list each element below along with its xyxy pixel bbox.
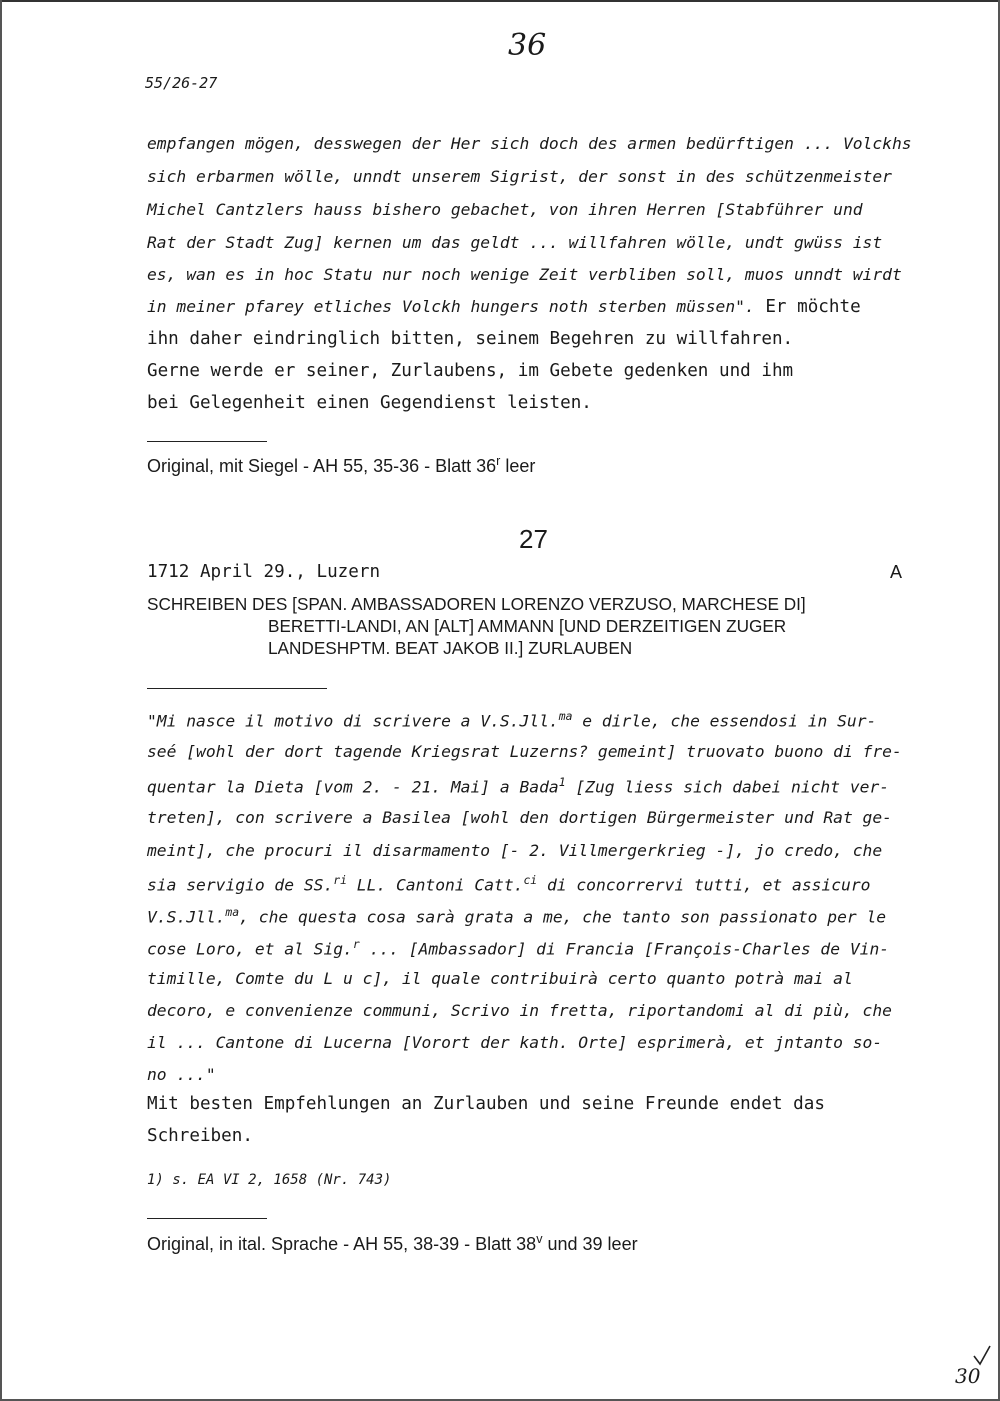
summary-start: Er möchte xyxy=(754,297,861,317)
quote-line xyxy=(147,709,876,730)
quote-line: no ..." xyxy=(147,1065,216,1084)
source-line-main xyxy=(147,1232,638,1255)
scan-edge-left xyxy=(0,0,2,1401)
quote-text: "Mi nasce il motivo di scrivere a V.S.Jll. xyxy=(147,711,559,731)
quote-text: cose Loro, et al Sig. xyxy=(147,939,353,959)
quote-line: empfangen mögen, desswegen der Her sich doch des armen bedürftigen ... Volckhs xyxy=(147,134,912,153)
category-label: A xyxy=(890,562,903,582)
quote-line: meint], che procuri il disarmamento [- 2. Villmergerkrieg -], jo credo, che xyxy=(147,841,883,860)
quote-line xyxy=(147,775,889,796)
quote-text: V.S.Jll. xyxy=(147,907,226,927)
quote-text: quentar la Dieta [vom 2. - 21. Mai] a Bada xyxy=(147,777,559,797)
quote-text: di concorrervi tutti, et assicuro xyxy=(537,875,871,895)
divider xyxy=(147,441,267,442)
summary-line: ihn daher eindringlich bitten, seinem Begehren zu willfahren. xyxy=(147,329,794,349)
quote-line xyxy=(147,937,889,958)
quote-text: [Zug liess sich dabei nicht ver- xyxy=(565,777,890,797)
document-number: 27 xyxy=(519,524,548,554)
quote-sup: ma xyxy=(225,905,240,919)
source-line-top xyxy=(147,454,535,477)
title-line: LANDESHPTM. BEAT JAKOB II.] ZURLAUBEN xyxy=(268,638,633,658)
summary-line: Gerne werde er seiner, Zurlaubens, im Gebete gedenken und ihm xyxy=(147,361,794,381)
source-text: Original, in ital. Sprache - AH 55, 38-39 - Blatt 38 xyxy=(147,1234,537,1254)
quote-line: il ... Cantone di Lucerna [Vorort der kath. Orte] esprimerà, et jntanto so- xyxy=(147,1033,883,1052)
quote-line: es, wan es in hoc Statu nur noch wenige Zeit verbliben soll, muos unndt wirdt xyxy=(147,265,902,284)
date-place: 1712 April 29., Luzern xyxy=(147,562,381,582)
source-after: und 39 leer xyxy=(542,1234,638,1254)
summary-line: Mit besten Empfehlungen an Zurlauben und seine Freunde endet das xyxy=(147,1094,825,1114)
quote-text: LL. Cantoni Catt. xyxy=(346,875,524,895)
quote-line: timille, Comte du L u c], il quale contribuirà certo quanto potrà mai al xyxy=(147,969,853,988)
quote-line: seé [wohl der dort tagende Kriegsrat Luzerns? gemeint] truovato buono di fre- xyxy=(147,742,902,761)
footnote-marker: 1 xyxy=(558,775,566,789)
source-sup: r xyxy=(496,454,501,468)
source-after: leer xyxy=(500,456,536,476)
source-sup: v xyxy=(536,1232,543,1246)
quote-italic-part: in meiner pfarey etliches Volckh hungers noth sterben müssen". xyxy=(147,297,755,316)
page-number: 36 xyxy=(508,28,547,63)
quote-line: Michel Cantzlers hauss bishero gebachet, von ihren Herren [Stabführer und xyxy=(147,200,863,219)
quote-sup: r xyxy=(352,937,360,951)
source-text: Original, mit Siegel - AH 55, 35-36 - Blatt 36 xyxy=(147,456,497,476)
quote-line: decoro, e convenienze communi, Scrivo in fretta, riportandomi al di più, che xyxy=(147,1001,892,1020)
summary-line: Schreiben. xyxy=(147,1126,253,1146)
quote-line: Rat der Stadt Zug] kernen um das geldt ... willfahren wölle, undt gwüss ist xyxy=(147,233,883,252)
quote-sup: ci xyxy=(523,873,538,887)
quote-line xyxy=(147,873,870,894)
quote-line xyxy=(147,905,886,926)
title-line: SCHREIBEN DES [SPAN. AMBASSADOREN LORENZO VERZUSO, MARCHESE DI] xyxy=(147,594,806,614)
quote-sup: ma xyxy=(558,709,573,723)
summary-line: bei Gelegenheit einen Gegendienst leisten. xyxy=(147,393,592,413)
quote-text: sia servigio de SS. xyxy=(147,875,334,895)
quote-line: sich erbarmen wölle, unndt unserem Sigrist, der sonst in des schützenmeister xyxy=(147,167,892,186)
scan-edge-top xyxy=(0,0,1000,2)
reference-number: 55/26-27 xyxy=(145,74,218,92)
quote-sup: ri xyxy=(333,873,347,887)
quote-line-mixed xyxy=(147,297,861,317)
quote-text: , che questa cosa sarà grata a me, che tanto son passionato per le xyxy=(239,907,887,927)
margin-note: 30 xyxy=(955,1364,981,1388)
footnote: 1) s. EA VI 2, 1658 (Nr. 743) xyxy=(147,1172,392,1188)
quote-line: treten], con scrivere a Basilea [wohl den dortigen Bürgermeister und Rat ge- xyxy=(147,808,892,827)
quote-text: ... [Ambassador] di Francia [François-Charles de Vin- xyxy=(359,939,890,959)
divider xyxy=(147,1218,267,1219)
checkmark-icon xyxy=(972,1344,992,1366)
title-line: BERETTI-LANDI, AN [ALT] AMMANN [UND DERZEITIGEN ZUGER xyxy=(268,616,787,636)
divider xyxy=(147,688,327,689)
quote-text: e dirle, che essendosi in Sur- xyxy=(572,711,877,731)
